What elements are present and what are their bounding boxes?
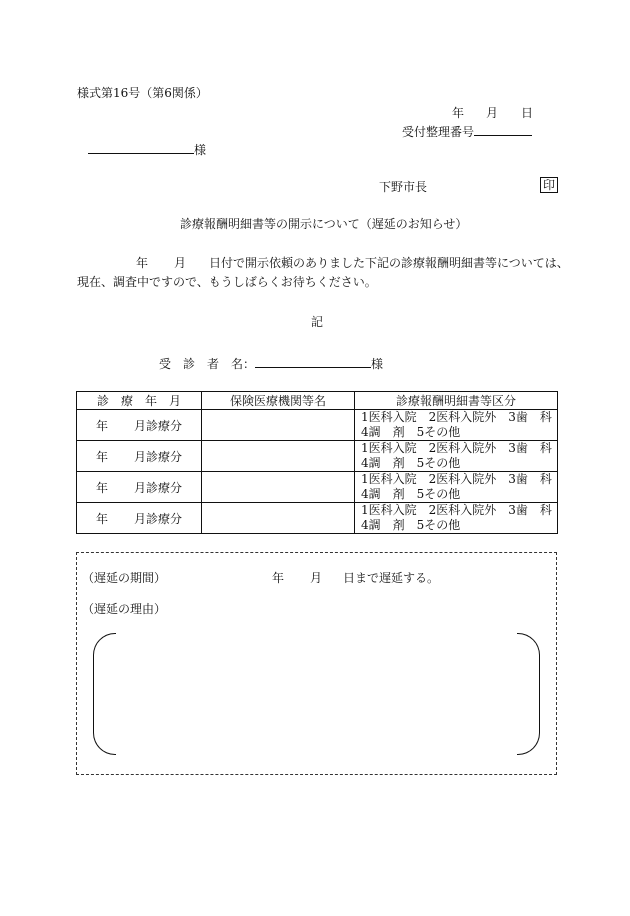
delay-period-year: 年 [272,571,285,585]
date-month: 月 [486,106,499,120]
table-row [77,503,558,534]
patient-name-field[interactable] [255,355,371,368]
category-options: 1医科入院 2医科入院外 3歯 科 4調 剤 5その他 [355,410,558,441]
patient-label: 受 診 者 名： [159,357,256,371]
delay-period-text: 日まで遅延する。 [343,571,440,585]
header-institution: 保険医療機関等名 [202,392,355,410]
institution-field[interactable] [202,472,355,503]
institution-field[interactable] [202,410,355,441]
header-treatment-month: 診 療 年 月 [77,392,202,410]
reason-right-bracket [517,633,540,755]
body-year: 年 [136,256,149,270]
addressee-suffix: 様 [194,143,207,157]
delay-reason-label: （遅延の理由） [82,602,167,616]
seal-mark: 印 [540,177,558,193]
patient-suffix: 様 [371,357,384,371]
treatment-period: 年 月診療分 [77,410,202,441]
delay-period-month: 月 [310,571,323,585]
category-options: 1医科入院 2医科入院外 3歯 科 4調 剤 5その他 [355,503,558,534]
body-line-2: 現在、調査中ですので、もうしばらくお待ちください。 [77,275,377,289]
reception-number-line [402,123,532,140]
ki-label: 記 [311,315,324,329]
date-year: 年 [452,106,465,120]
reception-number-field[interactable] [474,123,532,136]
table-row [77,441,558,472]
patient-line [159,355,383,372]
form-number: 様式第16号（第6関係） [77,86,208,100]
disclosure-table [76,391,558,534]
addressee-line [88,141,206,158]
table-row [77,472,558,503]
reason-left-bracket [93,633,116,755]
delay-period-label: （遅延の期間） [82,571,167,585]
sender-name: 下野市長 [379,180,428,194]
body-line-1: 日付で開示依頼のありました下記の診療報酬明細書等については、 [209,256,569,270]
document-title: 診療報酬明細書等の開示について（遅延のお知らせ） [180,217,468,231]
treatment-period: 年 月診療分 [77,472,202,503]
table-row [77,410,558,441]
category-options: 1医科入院 2医科入院外 3歯 科 4調 剤 5その他 [355,472,558,503]
body-month: 月 [174,256,187,270]
reception-number-label: 受付整理番号 [402,125,475,139]
delay-reason-field[interactable] [118,640,514,746]
header-category: 診療報酬明細書等区分 [355,392,558,410]
treatment-period: 年 月診療分 [77,441,202,472]
table-header-row [77,392,558,410]
institution-field[interactable] [202,503,355,534]
category-options: 1医科入院 2医科入院外 3歯 科 4調 剤 5その他 [355,441,558,472]
institution-field[interactable] [202,441,355,472]
addressee-field[interactable] [88,141,194,154]
date-day: 日 [521,106,534,120]
treatment-period: 年 月診療分 [77,503,202,534]
